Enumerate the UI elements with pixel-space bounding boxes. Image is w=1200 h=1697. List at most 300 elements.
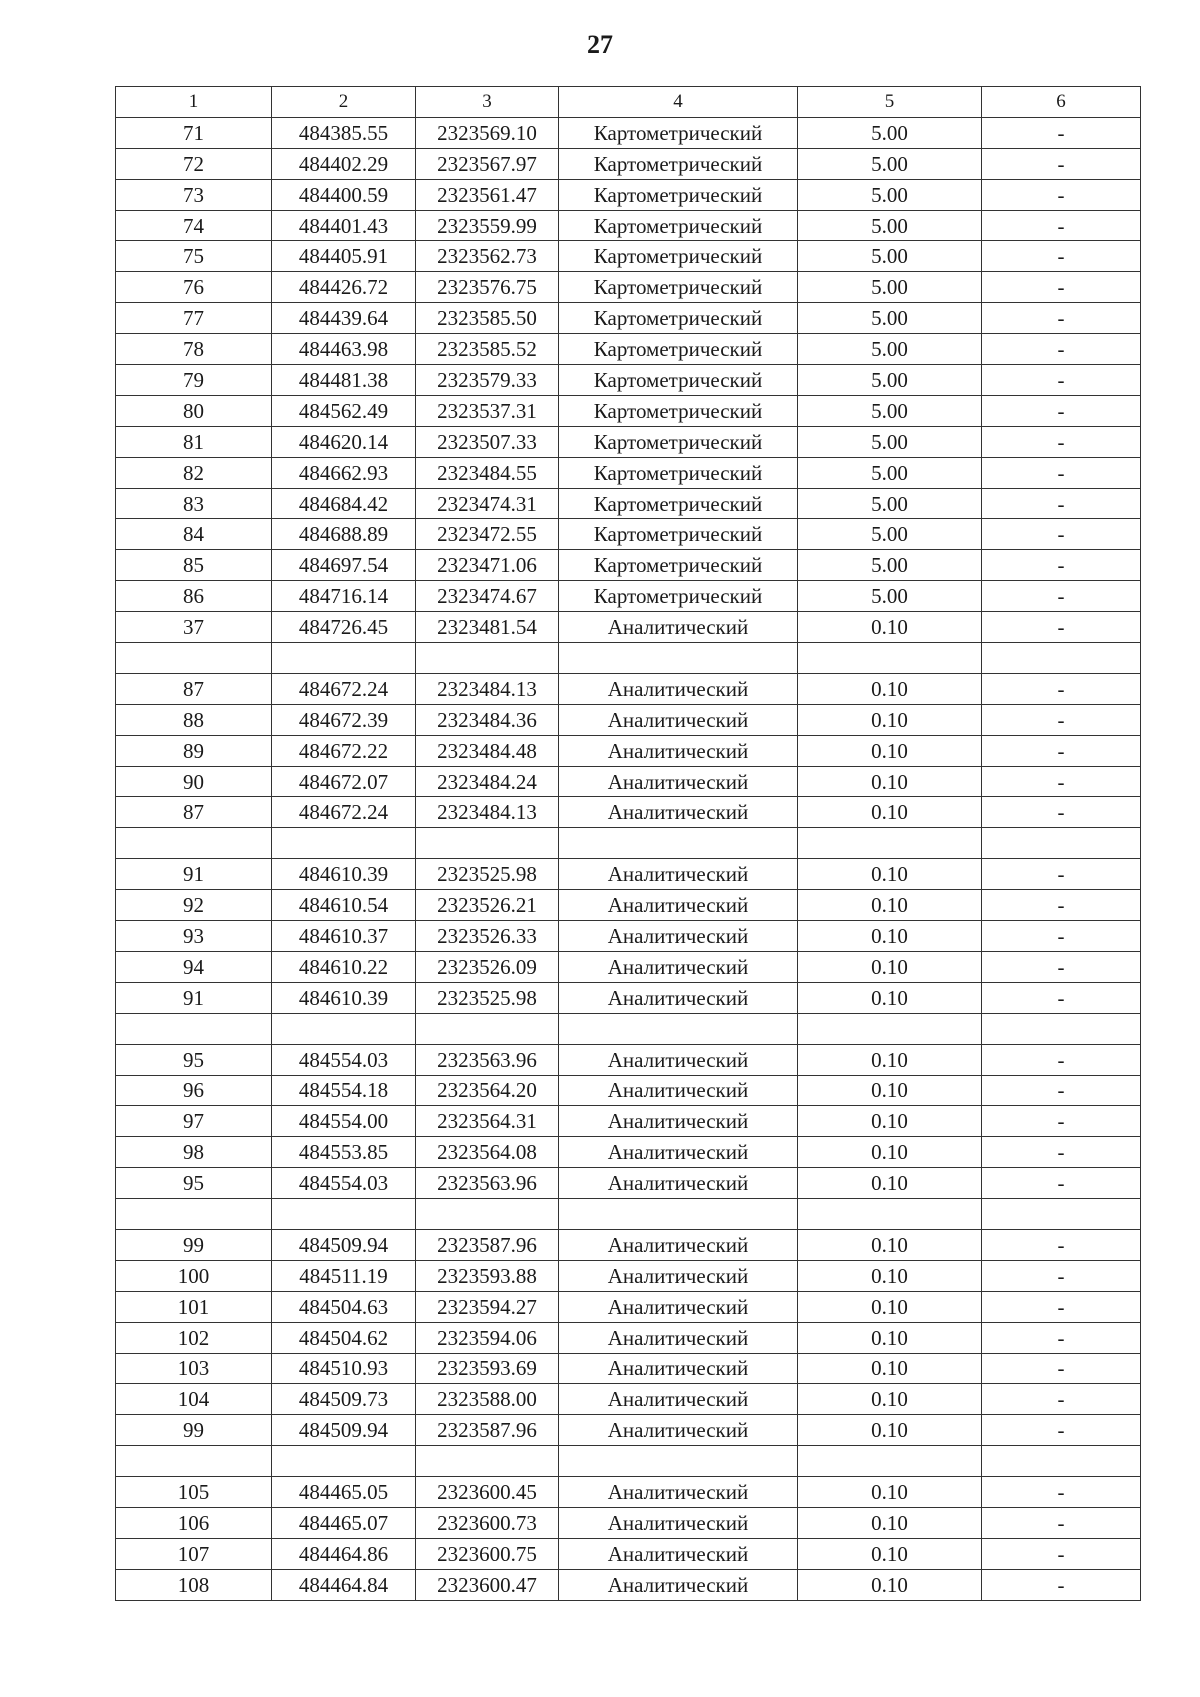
y-coordinate-cell: 2323561.47	[416, 179, 559, 210]
x-coordinate-cell: 484405.91	[272, 241, 416, 272]
x-coordinate-cell	[272, 1446, 416, 1477]
accuracy-cell: 0.10	[798, 1322, 982, 1353]
accuracy-cell: 0.10	[798, 1415, 982, 1446]
note-cell	[982, 1199, 1141, 1230]
method-cell: Картометрический	[559, 519, 798, 550]
point-number-cell: 104	[116, 1384, 272, 1415]
point-number-cell: 86	[116, 581, 272, 612]
note-cell: -	[982, 673, 1141, 704]
x-coordinate-cell: 484509.73	[272, 1384, 416, 1415]
point-number-cell: 87	[116, 797, 272, 828]
point-number-cell: 91	[116, 859, 272, 890]
header-row	[116, 87, 1141, 118]
note-cell: -	[982, 1229, 1141, 1260]
point-number-cell: 93	[116, 921, 272, 952]
note-cell: -	[982, 519, 1141, 550]
point-number-cell: 96	[116, 1075, 272, 1106]
accuracy-cell: 0.10	[798, 1569, 982, 1600]
note-cell: -	[982, 1044, 1141, 1075]
note-cell: -	[982, 982, 1141, 1013]
note-cell: -	[982, 1322, 1141, 1353]
table-row	[116, 797, 1141, 828]
table-row	[116, 272, 1141, 303]
point-number-cell: 103	[116, 1353, 272, 1384]
point-number-cell: 95	[116, 1044, 272, 1075]
table-row	[116, 1013, 1141, 1044]
method-cell: Картометрический	[559, 148, 798, 179]
x-coordinate-cell: 484726.45	[272, 612, 416, 643]
note-cell: -	[982, 303, 1141, 334]
table-row	[116, 519, 1141, 550]
note-cell: -	[982, 117, 1141, 148]
table-row	[116, 1199, 1141, 1230]
x-coordinate-cell: 484610.22	[272, 951, 416, 982]
note-cell: -	[982, 1384, 1141, 1415]
table-row	[116, 673, 1141, 704]
x-coordinate-cell: 484401.43	[272, 210, 416, 241]
column-header: 3	[416, 87, 559, 118]
method-cell: Аналитический	[559, 921, 798, 952]
accuracy-cell: 0.10	[798, 951, 982, 982]
table-row	[116, 457, 1141, 488]
method-cell	[559, 1199, 798, 1230]
y-coordinate-cell: 2323559.99	[416, 210, 559, 241]
method-cell: Картометрический	[559, 241, 798, 272]
accuracy-cell: 5.00	[798, 426, 982, 457]
accuracy-cell: 0.10	[798, 1168, 982, 1199]
coordinates-table	[115, 86, 1141, 1601]
accuracy-cell: 5.00	[798, 581, 982, 612]
note-cell: -	[982, 1569, 1141, 1600]
x-coordinate-cell: 484504.63	[272, 1291, 416, 1322]
note-cell: -	[982, 859, 1141, 890]
accuracy-cell: 0.10	[798, 797, 982, 828]
y-coordinate-cell: 2323484.36	[416, 704, 559, 735]
method-cell: Картометрический	[559, 395, 798, 426]
accuracy-cell	[798, 643, 982, 674]
x-coordinate-cell: 484672.07	[272, 766, 416, 797]
y-coordinate-cell: 2323594.06	[416, 1322, 559, 1353]
point-number-cell: 77	[116, 303, 272, 334]
method-cell: Аналитический	[559, 797, 798, 828]
accuracy-cell: 0.10	[798, 1106, 982, 1137]
y-coordinate-cell: 2323588.00	[416, 1384, 559, 1415]
point-number-cell: 107	[116, 1538, 272, 1569]
table-row	[116, 1446, 1141, 1477]
page-number: 27	[587, 30, 613, 59]
point-number-cell: 99	[116, 1415, 272, 1446]
table-row	[116, 1353, 1141, 1384]
method-cell: Аналитический	[559, 1137, 798, 1168]
note-cell: -	[982, 148, 1141, 179]
x-coordinate-cell: 484402.29	[272, 148, 416, 179]
note-cell: -	[982, 1353, 1141, 1384]
y-coordinate-cell: 2323585.50	[416, 303, 559, 334]
y-coordinate-cell: 2323576.75	[416, 272, 559, 303]
table-row	[116, 828, 1141, 859]
accuracy-cell: 0.10	[798, 1229, 982, 1260]
method-cell: Аналитический	[559, 673, 798, 704]
x-coordinate-cell: 484464.84	[272, 1569, 416, 1600]
table-row	[116, 982, 1141, 1013]
point-number-cell: 95	[116, 1168, 272, 1199]
x-coordinate-cell: 484511.19	[272, 1260, 416, 1291]
point-number-cell: 75	[116, 241, 272, 272]
note-cell: -	[982, 1538, 1141, 1569]
table-row	[116, 1507, 1141, 1538]
method-cell	[559, 828, 798, 859]
y-coordinate-cell: 2323563.96	[416, 1044, 559, 1075]
method-cell: Аналитический	[559, 1415, 798, 1446]
accuracy-cell: 5.00	[798, 519, 982, 550]
method-cell: Картометрический	[559, 550, 798, 581]
y-coordinate-cell: 2323484.13	[416, 673, 559, 704]
point-number-cell: 88	[116, 704, 272, 735]
accuracy-cell: 0.10	[798, 859, 982, 890]
y-coordinate-cell: 2323507.33	[416, 426, 559, 457]
note-cell: -	[982, 735, 1141, 766]
accuracy-cell: 0.10	[798, 1075, 982, 1106]
y-coordinate-cell: 2323526.33	[416, 921, 559, 952]
method-cell: Картометрический	[559, 457, 798, 488]
note-cell: -	[982, 1415, 1141, 1446]
note-cell: -	[982, 272, 1141, 303]
accuracy-cell	[798, 1013, 982, 1044]
note-cell: -	[982, 179, 1141, 210]
table-row	[116, 581, 1141, 612]
x-coordinate-cell: 484439.64	[272, 303, 416, 334]
note-cell: -	[982, 704, 1141, 735]
table-row	[116, 1322, 1141, 1353]
note-cell: -	[982, 457, 1141, 488]
note-cell: -	[982, 334, 1141, 365]
method-cell	[559, 1013, 798, 1044]
point-number-cell: 97	[116, 1106, 272, 1137]
y-coordinate-cell: 2323562.73	[416, 241, 559, 272]
note-cell: -	[982, 766, 1141, 797]
x-coordinate-cell: 484672.22	[272, 735, 416, 766]
accuracy-cell: 0.10	[798, 1507, 982, 1538]
x-coordinate-cell: 484464.86	[272, 1538, 416, 1569]
x-coordinate-cell: 484400.59	[272, 179, 416, 210]
point-number-cell: 71	[116, 117, 272, 148]
note-cell: -	[982, 797, 1141, 828]
method-cell: Аналитический	[559, 704, 798, 735]
x-coordinate-cell: 484620.14	[272, 426, 416, 457]
table-row	[116, 1137, 1141, 1168]
note-cell: -	[982, 612, 1141, 643]
method-cell: Аналитический	[559, 1106, 798, 1137]
accuracy-cell: 5.00	[798, 272, 982, 303]
table-row	[116, 1291, 1141, 1322]
x-coordinate-cell: 484684.42	[272, 488, 416, 519]
x-coordinate-cell	[272, 1199, 416, 1230]
table-row	[116, 303, 1141, 334]
accuracy-cell: 5.00	[798, 365, 982, 396]
y-coordinate-cell: 2323594.27	[416, 1291, 559, 1322]
method-cell: Аналитический	[559, 890, 798, 921]
method-cell: Аналитический	[559, 982, 798, 1013]
y-coordinate-cell: 2323474.67	[416, 581, 559, 612]
accuracy-cell: 0.10	[798, 1353, 982, 1384]
point-number-cell: 106	[116, 1507, 272, 1538]
y-coordinate-cell	[416, 643, 559, 674]
y-coordinate-cell	[416, 1199, 559, 1230]
point-number-cell: 101	[116, 1291, 272, 1322]
table-row	[116, 1569, 1141, 1600]
table-row	[116, 859, 1141, 890]
table-row	[116, 334, 1141, 365]
method-cell: Аналитический	[559, 1044, 798, 1075]
y-coordinate-cell: 2323587.96	[416, 1415, 559, 1446]
point-number-cell: 102	[116, 1322, 272, 1353]
table-row	[116, 179, 1141, 210]
column-header: 5	[798, 87, 982, 118]
y-coordinate-cell: 2323484.48	[416, 735, 559, 766]
table-row	[116, 488, 1141, 519]
y-coordinate-cell: 2323537.31	[416, 395, 559, 426]
method-cell: Аналитический	[559, 859, 798, 890]
method-cell: Аналитический	[559, 1477, 798, 1508]
method-cell: Картометрический	[559, 334, 798, 365]
method-cell: Картометрический	[559, 303, 798, 334]
y-coordinate-cell: 2323600.45	[416, 1477, 559, 1508]
note-cell: -	[982, 1260, 1141, 1291]
method-cell: Аналитический	[559, 766, 798, 797]
point-number-cell: 73	[116, 179, 272, 210]
accuracy-cell: 5.00	[798, 550, 982, 581]
x-coordinate-cell: 484554.03	[272, 1044, 416, 1075]
accuracy-cell: 0.10	[798, 890, 982, 921]
note-cell: -	[982, 581, 1141, 612]
x-coordinate-cell: 484672.24	[272, 797, 416, 828]
x-coordinate-cell: 484697.54	[272, 550, 416, 581]
column-header: 4	[559, 87, 798, 118]
note-cell: -	[982, 488, 1141, 519]
x-coordinate-cell: 484554.18	[272, 1075, 416, 1106]
accuracy-cell	[798, 1446, 982, 1477]
table-row	[116, 921, 1141, 952]
x-coordinate-cell: 484554.03	[272, 1168, 416, 1199]
table-row	[116, 117, 1141, 148]
table-row	[116, 148, 1141, 179]
column-header: 6	[982, 87, 1141, 118]
note-cell: -	[982, 1291, 1141, 1322]
note-cell: -	[982, 1507, 1141, 1538]
x-coordinate-cell: 484554.00	[272, 1106, 416, 1137]
accuracy-cell: 0.10	[798, 1384, 982, 1415]
y-coordinate-cell: 2323563.96	[416, 1168, 559, 1199]
point-number-cell: 79	[116, 365, 272, 396]
point-number-cell: 99	[116, 1229, 272, 1260]
note-cell: -	[982, 426, 1141, 457]
y-coordinate-cell: 2323484.13	[416, 797, 559, 828]
column-header: 2	[272, 87, 416, 118]
accuracy-cell: 0.10	[798, 921, 982, 952]
method-cell: Аналитический	[559, 1322, 798, 1353]
table-row	[116, 704, 1141, 735]
method-cell: Картометрический	[559, 179, 798, 210]
accuracy-cell: 0.10	[798, 1260, 982, 1291]
y-coordinate-cell: 2323525.98	[416, 982, 559, 1013]
accuracy-cell: 5.00	[798, 241, 982, 272]
accuracy-cell: 0.10	[798, 982, 982, 1013]
accuracy-cell: 5.00	[798, 117, 982, 148]
y-coordinate-cell: 2323526.09	[416, 951, 559, 982]
y-coordinate-cell: 2323472.55	[416, 519, 559, 550]
method-cell: Аналитический	[559, 1507, 798, 1538]
point-number-cell: 81	[116, 426, 272, 457]
table-row	[116, 241, 1141, 272]
table-row	[116, 735, 1141, 766]
note-cell	[982, 1013, 1141, 1044]
y-coordinate-cell: 2323587.96	[416, 1229, 559, 1260]
table-row	[116, 766, 1141, 797]
note-cell: -	[982, 395, 1141, 426]
accuracy-cell: 0.10	[798, 766, 982, 797]
point-number-cell: 76	[116, 272, 272, 303]
accuracy-cell: 0.10	[798, 673, 982, 704]
note-cell: -	[982, 921, 1141, 952]
point-number-cell: 98	[116, 1137, 272, 1168]
table-row	[116, 365, 1141, 396]
table-row	[116, 890, 1141, 921]
accuracy-cell: 0.10	[798, 704, 982, 735]
x-coordinate-cell: 484553.85	[272, 1137, 416, 1168]
y-coordinate-cell: 2323525.98	[416, 859, 559, 890]
method-cell: Картометрический	[559, 488, 798, 519]
point-number-cell: 100	[116, 1260, 272, 1291]
point-number-cell: 83	[116, 488, 272, 519]
accuracy-cell: 0.10	[798, 1137, 982, 1168]
method-cell: Аналитический	[559, 735, 798, 766]
x-coordinate-cell: 484510.93	[272, 1353, 416, 1384]
table-row	[116, 1538, 1141, 1569]
x-coordinate-cell: 484562.49	[272, 395, 416, 426]
y-coordinate-cell: 2323484.24	[416, 766, 559, 797]
accuracy-cell: 0.10	[798, 1477, 982, 1508]
method-cell: Аналитический	[559, 1384, 798, 1415]
point-number-cell: 72	[116, 148, 272, 179]
accuracy-cell: 5.00	[798, 334, 982, 365]
x-coordinate-cell: 484385.55	[272, 117, 416, 148]
accuracy-cell: 5.00	[798, 148, 982, 179]
note-cell: -	[982, 1075, 1141, 1106]
x-coordinate-cell	[272, 643, 416, 674]
accuracy-cell: 0.10	[798, 735, 982, 766]
y-coordinate-cell	[416, 828, 559, 859]
method-cell	[559, 1446, 798, 1477]
note-cell	[982, 1446, 1141, 1477]
x-coordinate-cell	[272, 1013, 416, 1044]
table-row	[116, 550, 1141, 581]
x-coordinate-cell: 484481.38	[272, 365, 416, 396]
table-row	[116, 1229, 1141, 1260]
point-number-cell: 85	[116, 550, 272, 581]
y-coordinate-cell: 2323567.97	[416, 148, 559, 179]
method-cell: Аналитический	[559, 1168, 798, 1199]
method-cell	[559, 643, 798, 674]
table-row	[116, 1044, 1141, 1075]
x-coordinate-cell: 484610.39	[272, 859, 416, 890]
y-coordinate-cell: 2323593.88	[416, 1260, 559, 1291]
table-row	[116, 1260, 1141, 1291]
point-number-cell: 91	[116, 982, 272, 1013]
method-cell: Аналитический	[559, 1538, 798, 1569]
point-number-cell: 84	[116, 519, 272, 550]
y-coordinate-cell: 2323600.47	[416, 1569, 559, 1600]
note-cell: -	[982, 1477, 1141, 1508]
point-number-cell: 89	[116, 735, 272, 766]
x-coordinate-cell: 484610.37	[272, 921, 416, 952]
table-row	[116, 612, 1141, 643]
table-row	[116, 1415, 1141, 1446]
table-row	[116, 951, 1141, 982]
x-coordinate-cell: 484610.39	[272, 982, 416, 1013]
accuracy-cell: 0.10	[798, 612, 982, 643]
point-number-cell	[116, 828, 272, 859]
y-coordinate-cell: 2323484.55	[416, 457, 559, 488]
method-cell: Картометрический	[559, 581, 798, 612]
x-coordinate-cell: 484716.14	[272, 581, 416, 612]
method-cell: Аналитический	[559, 1353, 798, 1384]
y-coordinate-cell: 2323600.75	[416, 1538, 559, 1569]
point-number-cell	[116, 1013, 272, 1044]
x-coordinate-cell: 484426.72	[272, 272, 416, 303]
y-coordinate-cell: 2323471.06	[416, 550, 559, 581]
x-coordinate-cell: 484465.05	[272, 1477, 416, 1508]
point-number-cell: 90	[116, 766, 272, 797]
accuracy-cell: 0.10	[798, 1538, 982, 1569]
method-cell: Аналитический	[559, 1291, 798, 1322]
note-cell: -	[982, 890, 1141, 921]
note-cell: -	[982, 210, 1141, 241]
note-cell	[982, 643, 1141, 674]
table-row	[116, 1168, 1141, 1199]
x-coordinate-cell: 484662.93	[272, 457, 416, 488]
accuracy-cell: 0.10	[798, 1044, 982, 1075]
accuracy-cell	[798, 1199, 982, 1230]
method-cell: Аналитический	[559, 951, 798, 982]
note-cell: -	[982, 241, 1141, 272]
accuracy-cell: 0.10	[798, 1291, 982, 1322]
point-number-cell: 94	[116, 951, 272, 982]
y-coordinate-cell	[416, 1446, 559, 1477]
x-coordinate-cell: 484509.94	[272, 1229, 416, 1260]
table-row	[116, 643, 1141, 674]
y-coordinate-cell	[416, 1013, 559, 1044]
y-coordinate-cell: 2323585.52	[416, 334, 559, 365]
point-number-cell: 82	[116, 457, 272, 488]
accuracy-cell: 5.00	[798, 210, 982, 241]
point-number-cell	[116, 1199, 272, 1230]
x-coordinate-cell: 484463.98	[272, 334, 416, 365]
table-body	[116, 117, 1141, 1600]
table-row	[116, 1384, 1141, 1415]
accuracy-cell: 5.00	[798, 395, 982, 426]
y-coordinate-cell: 2323526.21	[416, 890, 559, 921]
method-cell: Картометрический	[559, 272, 798, 303]
x-coordinate-cell: 484672.24	[272, 673, 416, 704]
table-row	[116, 210, 1141, 241]
accuracy-cell: 5.00	[798, 179, 982, 210]
table-row	[116, 1106, 1141, 1137]
method-cell: Аналитический	[559, 1229, 798, 1260]
note-cell	[982, 828, 1141, 859]
point-number-cell: 92	[116, 890, 272, 921]
point-number-cell	[116, 643, 272, 674]
x-coordinate-cell	[272, 828, 416, 859]
